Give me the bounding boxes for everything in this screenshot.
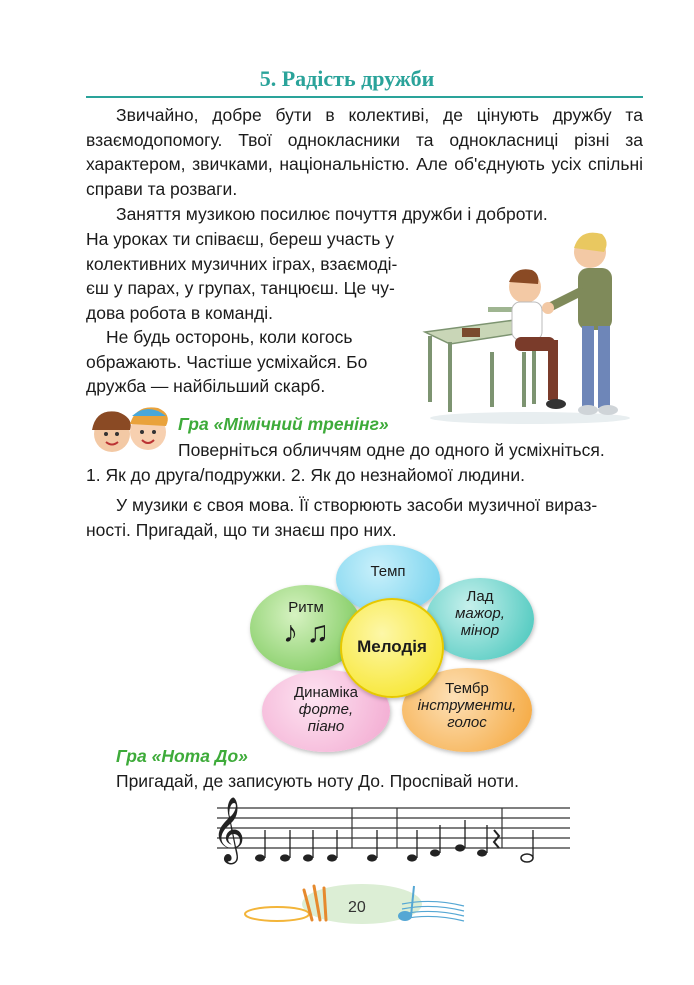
- timbre-label: Тембр: [445, 680, 489, 697]
- means-line1: У музики є своя мова. Її створюють засоби музичної вираз-: [116, 495, 598, 515]
- game1-title: Гра «Мімічний тренінг»: [178, 414, 389, 434]
- note-icon: [398, 911, 412, 921]
- rhythm-notes-icon: ♪ ♫: [283, 616, 329, 649]
- game2-line1: Пригадай, де записують ноту До. Проспівай ноти.: [116, 771, 519, 791]
- game1-line1: Поверніться обличчям одне до одного й усміхніться.: [178, 440, 605, 460]
- melody-label: Мелодія: [357, 637, 427, 656]
- intro-paragraph: [86, 103, 643, 201]
- title-underline: [86, 96, 643, 98]
- rest-icon: [494, 830, 499, 848]
- music-line-3: колективних музичних іграх, взаємоді-: [86, 253, 398, 274]
- means-line2: ності. Пригадай, що ти знаєш про них.: [86, 520, 397, 540]
- lad-label: Лад: [466, 588, 494, 605]
- page-number: 20: [348, 899, 366, 916]
- friends-illustration: [420, 222, 645, 427]
- treble-clef-icon: 𝄞: [212, 797, 246, 862]
- music-line-5: дова робота в команді.: [86, 302, 274, 323]
- page-title: 5. Радість дружби: [259, 66, 435, 91]
- music-line-4: єш у парах, у групах, танцюєш. Це чу-: [86, 278, 395, 298]
- dynamics-label: Динаміка: [293, 684, 359, 701]
- rhythm-label: Ритм: [288, 599, 324, 616]
- lad-detail-1: мажор,: [455, 605, 505, 622]
- music-line-2: На уроках ти співаєш, береш участь у: [86, 229, 394, 249]
- kids-faces-icon: [84, 400, 176, 458]
- music-line-1: Заняття музикою посилює почуття дружби і доброти.: [116, 204, 548, 224]
- music-staff: [192, 790, 572, 865]
- lad-detail-2: мінор: [460, 622, 500, 639]
- game2-title: Гра «Нота До»: [116, 746, 248, 766]
- music-line-6: Не будь осторонь, коли когось: [106, 327, 353, 347]
- game1-line2: 1. Як до друга/подружки. 2. Як до незнайомої людини.: [86, 465, 525, 485]
- music-line-8: дружба — найбільший скарб.: [86, 376, 326, 396]
- intro-text: Звичайно, добре бути в колективі, де цінують дружбу та взаємодопомогу. Твої однокласники та однокласниці різні за характером, звичками, національністю. Але об'єднують усіх спільні справи та розваги.: [86, 105, 643, 199]
- music-line-7: ображають. Частіше усміхайся. Бо: [86, 351, 368, 372]
- timbre-detail-1: інструменти,: [417, 697, 517, 714]
- dynamics-detail-1: форте,: [298, 701, 354, 718]
- dynamics-detail-2: піано: [307, 718, 345, 735]
- music-column: [86, 227, 446, 399]
- tempo-label: Темп: [370, 563, 406, 580]
- petal-center-melody: [340, 598, 444, 698]
- timbre-detail-2: голос: [447, 714, 487, 731]
